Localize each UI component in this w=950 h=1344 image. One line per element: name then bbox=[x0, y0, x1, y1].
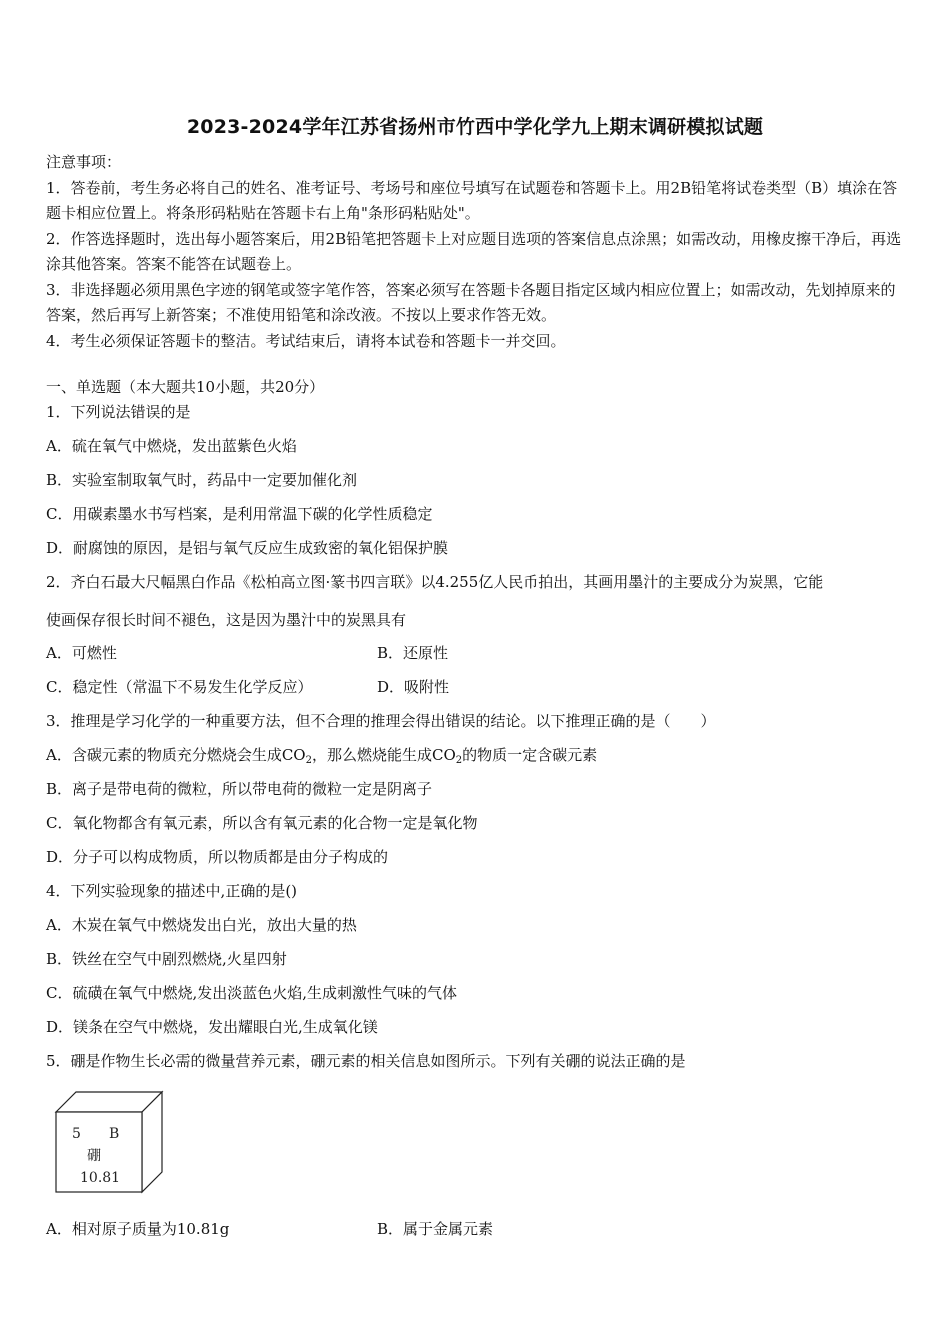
q5-option-b: B．属于金属元素 bbox=[377, 1220, 494, 1238]
element-name: 硼 bbox=[87, 1148, 101, 1164]
q2-option-d: D．吸附性 bbox=[377, 678, 450, 696]
q5-stem: 5．硼是作物生长必需的微量营养元素，硼元素的相关信息如图所示。下列有关硼的说法正确的是 bbox=[46, 1052, 686, 1070]
element-mass: 10.81 bbox=[80, 1170, 121, 1186]
page-title: 2023-2024学年江苏省扬州市竹西中学化学九上期末调研模拟试题 bbox=[186, 116, 764, 138]
q2-option-b: B．还原性 bbox=[377, 644, 449, 662]
element-number: 5 bbox=[72, 1126, 81, 1142]
element-symbol: B bbox=[109, 1126, 120, 1142]
q1-option-b: B．实验室制取氧气时，药品中一定要加催化剂 bbox=[46, 471, 358, 489]
q2-option-c: C．稳定性（常温下不易发生化学反应） bbox=[46, 678, 313, 696]
q5-option-a: A．相对原子质量为10.81g bbox=[46, 1220, 230, 1238]
notice-block bbox=[46, 150, 908, 354]
notice-item: 2．作答选择题时，选出每小题答案后，用2B铅笔把答题卡上对应题目选项的答案信息点涂黑；如需改动，用橡皮擦干净后，再选涂其他答案。答案不能答在试题卷上。 bbox=[46, 229, 902, 273]
notice-item: 1．答卷前，考生务必将自己的姓名、准考证号、考场号和座位号填写在试题卷和答题卡上。用2B铅笔将试卷类型（B）填涂在答题卡相应位置上。将条形码粘贴在答题卡右上角"条形码粘贴处"。 bbox=[46, 178, 898, 222]
notice-item: 3．非选择题必须用黑色字迹的钢笔或签字笔作答，答案必须写在答题卡各题目指定区域内相应位置上；如需改动，先划掉原来的答案，然后再写上新答案；不准使用铅笔和涂改液。不按以上要求作答无效。 bbox=[46, 280, 896, 324]
notice-item: 4．考生必须保证答题卡的整洁。考试结束后，请将本试卷和答题卡一并交回。 bbox=[46, 331, 566, 350]
q4-stem: 4．下列实验现象的描述中,正确的是() bbox=[46, 882, 298, 900]
notice-heading: 注意事项： bbox=[46, 153, 122, 171]
q3-option-a-part3: 的物质一定含碳元素 bbox=[462, 746, 598, 764]
q4-option-a: A．木炭在氧气中燃烧发出白光，放出大量的热 bbox=[46, 916, 357, 934]
q2-stem-line1: 2．齐白石最大尺幅黑白作品《松柏高立图·篆书四言联》以4.255亿人民币拍出，其画用墨汁的主要成分为炭黑，它能 bbox=[46, 573, 824, 591]
q4-option-c: C．硫磺在氧气中燃烧,发出淡蓝色火焰,生成刺激性气味的气体 bbox=[46, 984, 458, 1002]
q3-option-b: B．离子是带电荷的微粒，所以带电荷的微粒一定是阴离子 bbox=[46, 780, 433, 798]
q1-option-c: C．用碳素墨水书写档案，是利用常温下碳的化学性质稳定 bbox=[46, 505, 433, 523]
subscript: 2 bbox=[305, 755, 312, 766]
q3-option-a bbox=[46, 744, 597, 766]
section-heading: 一、单选题（本大题共10小题，共20分） bbox=[46, 378, 325, 396]
q3-option-a-part2: ，那么燃烧能生成CO bbox=[311, 746, 456, 764]
q3-option-c: C．氧化物都含有氧元素，所以含有氧元素的化合物一定是氧化物 bbox=[46, 814, 478, 832]
q2-option-a: A．可燃性 bbox=[46, 644, 117, 662]
q3-stem: 3．推理是学习化学的一种重要方法，但不合理的推理会得出错误的结论。以下推理正确的是（ ） bbox=[46, 712, 716, 730]
q1-option-a: A．硫在氧气中燃烧，发出蓝紫色火焰 bbox=[46, 437, 297, 455]
q3-option-d: D．分子可以构成物质，所以物质都是由分子构成的 bbox=[46, 848, 389, 866]
q1-stem: 1．下列说法错误的是 bbox=[46, 403, 191, 421]
q2-stem-line2: 使画保存很长时间不褪色，这是因为墨汁中的炭黑具有 bbox=[46, 611, 407, 629]
q4-option-d: D．镁条在空气中燃烧，发出耀眼白光,生成氧化镁 bbox=[46, 1018, 378, 1036]
q1-option-d: D．耐腐蚀的原因，是铝与氧气反应生成致密的氧化铝保护膜 bbox=[46, 539, 449, 557]
q3-option-a-part1: A．含碳元素的物质充分燃烧会生成CO bbox=[46, 746, 306, 764]
subscript: 2 bbox=[455, 755, 463, 766]
element-card-boron bbox=[54, 1090, 164, 1194]
q4-option-b: B．铁丝在空气中剧烈燃烧,火星四射 bbox=[46, 950, 287, 968]
